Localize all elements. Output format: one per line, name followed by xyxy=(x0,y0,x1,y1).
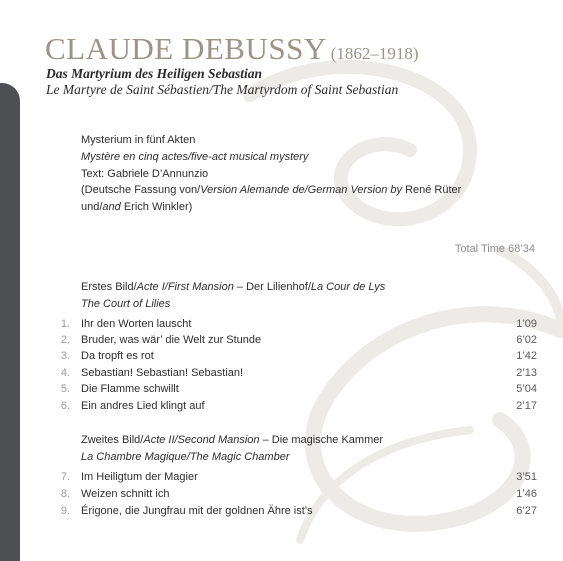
track-duration: 2’13 xyxy=(516,367,537,379)
info-genre: Mysterium in fünf Akten xyxy=(81,134,196,146)
track-title: Bruder, was wär’ die Welt zur Stunde xyxy=(81,334,262,346)
track-row xyxy=(0,381,563,397)
track-row xyxy=(0,503,563,519)
track-title: Sebastian! Sebastian! Sebastian! xyxy=(81,367,244,379)
track-title: Ihr den Worten lauscht xyxy=(81,318,192,330)
track-title: Die Flamme schwillt xyxy=(81,383,179,395)
track-duration: 1’09 xyxy=(516,318,537,330)
info-version-line-2: und/and Erich Winkler) xyxy=(81,201,193,214)
track-number: 7. xyxy=(60,471,70,483)
track-number: 2. xyxy=(60,334,70,346)
composer-name: CLAUDE DEBUSSY xyxy=(45,31,327,66)
track-number: 5. xyxy=(60,383,70,395)
track-row xyxy=(0,469,563,485)
total-time: Total Time 68’34 xyxy=(454,243,535,255)
track-number: 8. xyxy=(60,488,70,500)
track-row xyxy=(0,332,563,348)
composer-dates: (1862–1918) xyxy=(330,44,419,63)
track-duration: 3’51 xyxy=(516,471,537,483)
section-heading: Zweites Bild/Acte II/Second Mansion – Die magische Kammer La Chambre Magique/The Magic Chamber xyxy=(81,432,383,466)
track-duration: 6’27 xyxy=(516,505,537,517)
section-subheading: La Chambre Magique/The Magic Chamber xyxy=(81,450,290,463)
work-title: Das Martyrium des Heiligen Sebastian xyxy=(46,66,263,81)
track-duration: 2’17 xyxy=(516,400,537,412)
track-title: Da tropft es rot xyxy=(81,350,154,362)
track-duration: 1’46 xyxy=(516,488,537,500)
work-info xyxy=(81,132,461,216)
track-number: 6. xyxy=(60,400,70,412)
track-title: Érigone, die Jungfrau mit der goldnen Ähre ist’s xyxy=(81,505,313,517)
track-title: Ein andres Lied klingt auf xyxy=(81,400,205,412)
track-row xyxy=(0,316,563,332)
info-version-line: (Deutsche Fassung von/Version Alemande de/German Version by René Rüter xyxy=(81,184,462,197)
work-subtitle: Le Martyre de Saint Sébastien/The Martyrdom of Saint Sebastian xyxy=(46,82,399,97)
track-title: Im Heiligtum der Magier xyxy=(81,471,198,483)
info-text-author: Text: Gabriele D’Annunzio xyxy=(81,167,209,180)
section-subheading: The Court of Lilies xyxy=(81,297,171,310)
track-row xyxy=(0,398,563,414)
track-number: 3. xyxy=(60,350,70,362)
track-row xyxy=(0,365,563,381)
track-title: Weizen schnitt ich xyxy=(81,488,170,500)
track-row xyxy=(0,486,563,502)
track-number: 9. xyxy=(60,505,70,517)
track-duration: 6’02 xyxy=(516,334,537,346)
info-genre-translation: Mystère en cinq actes/five-act musical mystery xyxy=(81,150,309,163)
track-number: 4. xyxy=(60,367,70,379)
page-header xyxy=(45,31,419,67)
track-number: 1. xyxy=(60,318,70,330)
track-duration: 5’04 xyxy=(516,383,537,395)
track-duration: 1’42 xyxy=(516,350,537,362)
track-row xyxy=(0,348,563,364)
section-heading: Erstes Bild/Acte I/First Mansion – Der Lilienhof/La Cour de Lys The Court of Lilies xyxy=(81,279,385,313)
